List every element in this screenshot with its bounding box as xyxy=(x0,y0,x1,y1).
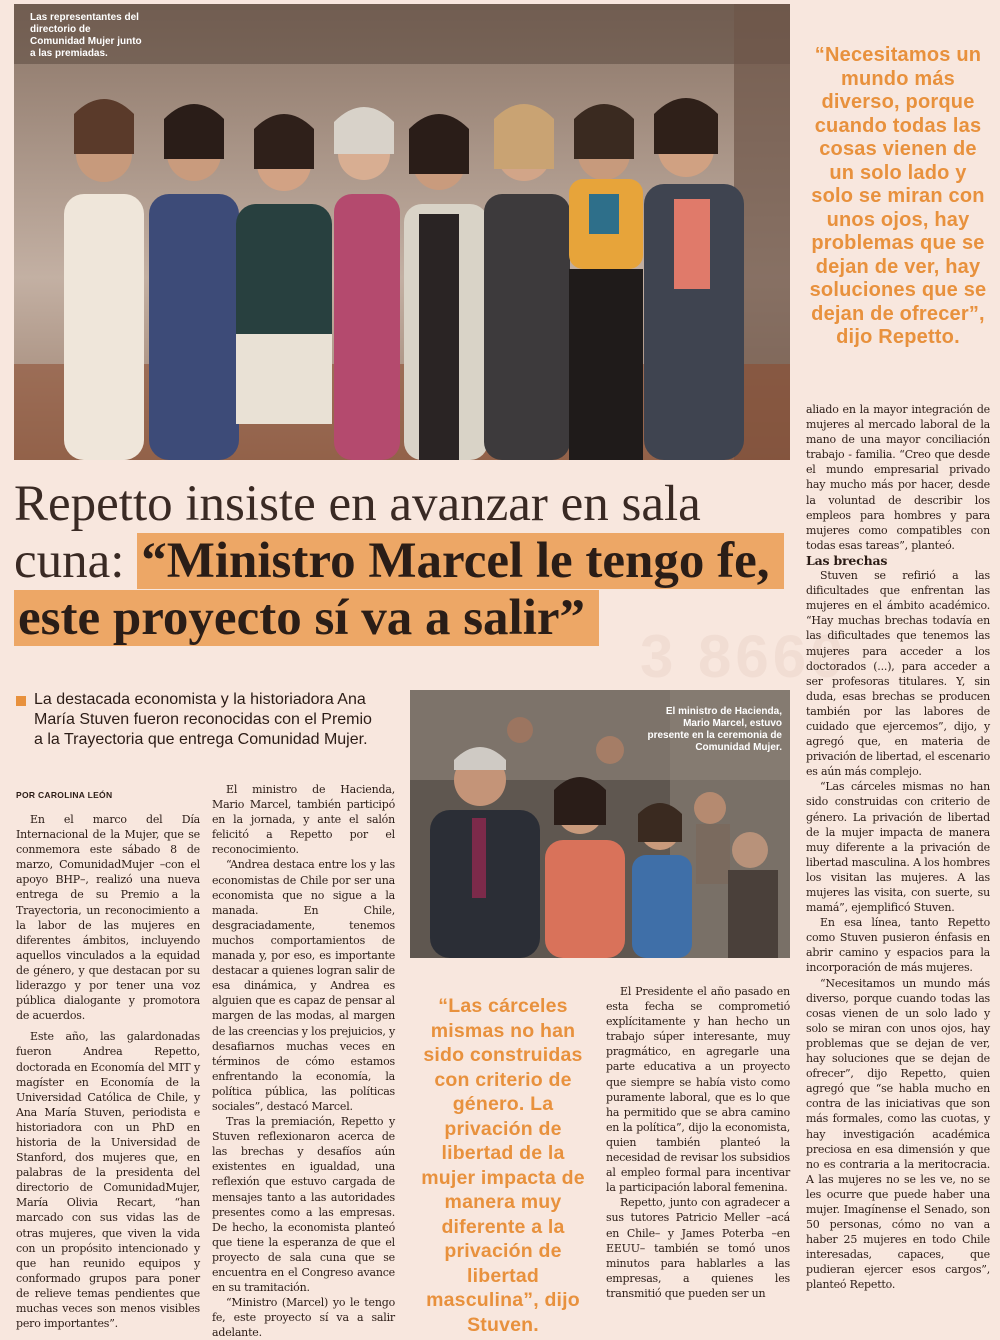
mid-photo-caption: El ministro de Hacienda, Mario Marcel, estuvo presente en la ceremonia de Comunidad Mujer. xyxy=(647,706,782,753)
paragraph: “Necesitamos un mundo más diverso, porque cuando todas las cosas vienen de un solo lado y solo se miran con unos ojos, hay problemas que se dejan de ver, hay soluciones que se dejan de ofrecer”, dijo Repetto, quien agregó que “se habla mucho en contra de las iniciativas que son más formales, como las cuotas, y hay investigación académica preciosa en esa dimensión y que no es contraria a la meritocracia. A las mujeres no se les ve, no se les ocurre que puede haber una mujer. Imagínense el Senado, son 50 personas, cómo no van a haber 25 mujeres en todo Chile interesadas, capaces, que pudieran ejercer esos cargos”, planteó Repetto. xyxy=(806,976,990,1292)
subhead-las-brechas: Las brechas xyxy=(806,552,888,568)
article-column-1 xyxy=(16,812,200,1331)
paragraph: El ministro de Hacienda, Mario Marcel, también participó en la jornada, y ante el salón felicitó a Repetto por el reconocimiento. xyxy=(212,783,395,857)
headline xyxy=(14,476,794,647)
article-column-4 xyxy=(806,402,990,1293)
person-1 xyxy=(64,99,144,460)
paragraph: “Andrea destaca entre los y las economistas de Chile por ser una economista que no sigue a la manada. En Chile, desgraciadamente, tenemos muchos comportamientos de manada y, por eso, es importante destacar a quienes logran salir de esa dinámica, y Andrea es alguien que es capaz de pensar al margen de las modas, al margen de las creencias y los prejuicios, y desafiarnos muchas veces en términos de cómo estamos enfrentando la economía, la política pública, las políticas sociales”, destacó Marcel. xyxy=(212,858,395,1113)
top-photo xyxy=(14,4,790,460)
article-column-2 xyxy=(212,782,395,1340)
pull-quote-top: “Necesitamos un mundo más diverso, porque cuando todas las cosas vienen de un solo lado y solo se miran con unos ojos, hay problemas que se dejan de ver, hay soluciones que se dejan de ofrecer”, dijo Repetto. xyxy=(809,44,987,348)
paragraph: Repetto, junto con agradecer a sus tutores Patricio Meller –acá en Chile– y James Poterba –en EEUU– también se tomó unos minutos para hablarles a las empresas, a quienes les transmitió que pueden ser un xyxy=(606,1196,790,1300)
pull-quote-mid: “Las cárceles mismas no han sido construidas con criterio de género. La privación de libertad de la mujer impacta de manera muy diferente a la privación de libertad masculina”, dijo Stuven. xyxy=(421,995,585,1336)
paragraph: “Ministro (Marcel) yo le tengo fe, este proyecto sí va a salir adelante. xyxy=(212,1296,395,1340)
paragraph: Stuven se refirió a las dificultades que enfrentan las mujeres en el ámbito académico. “Hay muchas brechas todavía en las dificultades que tenemos las mujeres para acceder a los doctorados (...), para acceder a ser profesoras titulares. Y, sin duda, esas brechas se producen también por las labores de cuidado que ejercemos”, dijo, y agregó que, en materia de privación de libertad, el escenario es aún más complejo. xyxy=(806,569,990,779)
paragraph: En esa línea, tanto Repetto como Stuven pusieron énfasis en abrir camino y espacios para la incorporación de más mujeres. xyxy=(806,916,990,975)
paragraph: Este año, las galardonadas fueron Andrea Repetto, doctorada en Economía del MIT y magíster en Economía de la Universidad Católica de Chile, y Ana María Stuven, periodista e historiadora con un PhD en historia de la Universidad de Stanford, dos mujeres que, en palabras de la presidenta del directorio de ComunidadMujer, María Olivia Recart, “han marcado con sus vidas las de otras mujeres, que viven la vida con un propósito intencionado y que han reunido equipos y conformado grupos para poner de relieve temas pendientes que muchas veces son menos visibles pero importantes”. xyxy=(16,1030,200,1331)
headline-highlight: “Ministro Marcel le tengo fe, este proyecto sí va a salir” xyxy=(14,533,784,646)
paragraph: aliado en la mayor integración de mujeres al mercado laboral de la mano de una mayor conciliación trabajo - familia. “Creo que desde el mundo empresarial privado hay mucho más por hacer, desde la voluntad de describir los empleos para hombres y para mujeres como compatibles con todas esas tareas”, planteó. xyxy=(806,403,990,552)
paragraph: Tras la premiación, Repetto y Stuven reflexionaron acerca de las brechas y desafíos aún existentes en igualdad, una reflexión que estuvo cargada de mensajes tanto a las autoridades presentes como a las empresas. De hecho, la economista planteó que tiene la esperanza de que el proyecto de sala cuna que se encuentra en el Congreso avance en su tramitación. xyxy=(212,1115,395,1295)
top-photo-caption: Las representantes del directorio de Comunidad Mujer junto a las premiadas. xyxy=(30,12,142,59)
watermark-text: 3 8660 xyxy=(640,623,848,690)
deck-summary: La destacada economista y la historiadora Ana María Stuven fueron reconocidas con el Premio a la Trayectoria que entrega Comunidad Mujer. xyxy=(34,691,372,748)
paragraph: En el marco del Día Internacional de la Mujer, que se conmemora este sábado 8 de marzo, ComunidadMujer –con el apoyo BHP–, realizó una nueva entrega de su Premio a la Trayectoria, un reconocimiento a la labor de las mujeres en diferentes ámbitos, incluyendo aquellos vinculados a la equidad de género, y que destacan por su liderazgo y por tener una voz pública dialogante y promotora de acuerdos. xyxy=(16,813,200,1023)
headline-plain: Repetto insiste en avanzar en sala cuna: xyxy=(14,476,701,589)
deck-bullet xyxy=(16,696,26,706)
article-column-3 xyxy=(606,984,790,1301)
byline: POR CAROLINA LEÓN xyxy=(16,790,113,800)
paragraph: El Presidente el año pasado en esta fecha se comprometió explícitamente y han hecho un trabajo súper interesante, muy pragmático, en agregarle una parte educativa a un proyecto que siempre se había visto como puramente laboral, que es lo que ha permitido que se abra camino en la política”, dijo la economista, quien también planteó la necesidad de revisar los subsidios al empleo formal para incentivar la participación laboral femenina. xyxy=(606,985,790,1195)
group-photo-illustration xyxy=(14,4,790,460)
person-7 xyxy=(569,104,643,460)
paragraph: “Las cárceles mismas no han sido construidas con criterio de género. La privación de libertad de la mujer impacta de manera muy diferente a la privación de libertad masculina. A los hombres los visitan las mujeres. A las mujeres las visita, con suerte, su mamá”, ejemplificó Stuven. xyxy=(806,780,990,915)
